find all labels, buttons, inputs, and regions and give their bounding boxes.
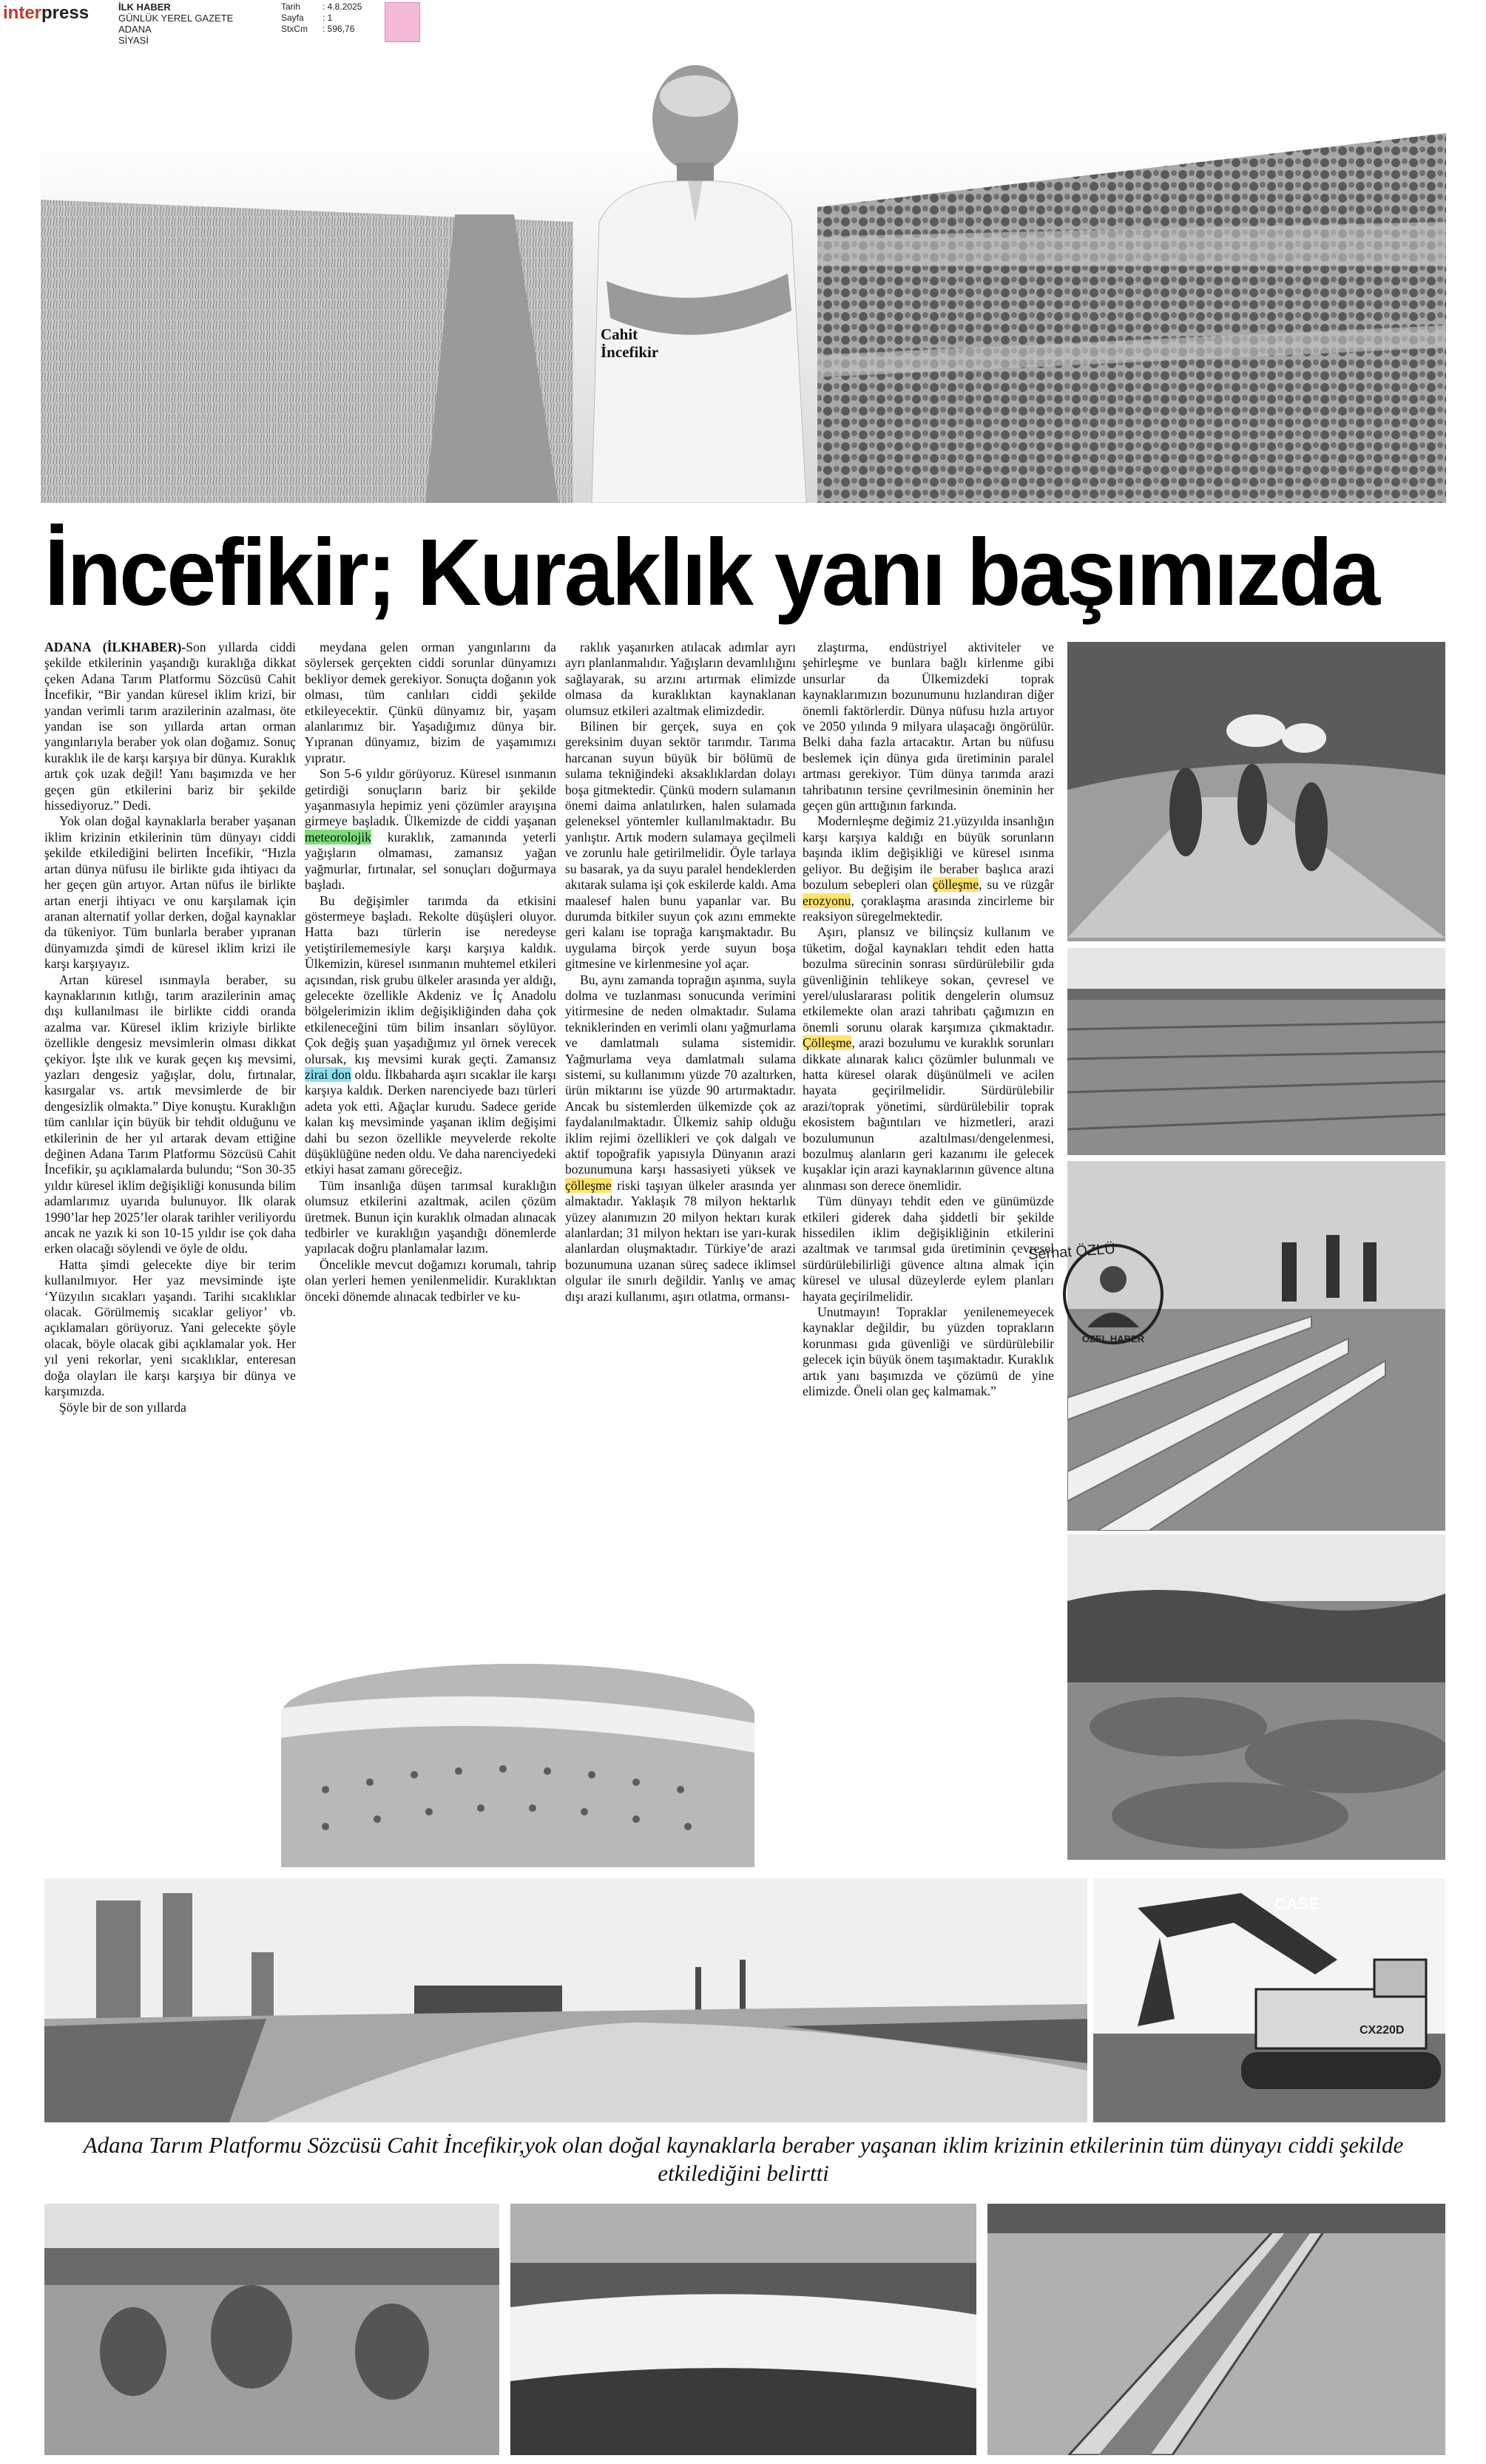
paragraph — [803, 924, 1054, 1194]
article-column-1 — [44, 640, 296, 1415]
paragraph-text: Bilinen bir gerçek, suya en çok gereksinim duyan sektör tarımdır. Tarıma harcanan suyun büyük bir bölümü de sulama tekniğindeki aksaklıklardan dolayı boşa gitmektedir. Çünkü modern sulamanın önemi daima anlatılırken, halen sulamada geleneksel yöntemler kullanılmaktadır. Bu yanlıştır. Artık modern sulamaya geçilmeli ve zorunlu hale getirilmelidir. Öyle tarlaya su basarak, ya da suyu paralel hendeklerden akıtarak sulama işi çok eskilerde kaldı. Ama maalesef halen bunu yapanlar var. Bu durumda bitkiler suyun çok azını emmekte geri kalanı ise toprağa karışmaktadır. Bu uygulama birçok yerde suyun boşa gitmesine ve kirlenmesine yol açar. — [565, 719, 796, 972]
columnist-badge — [1058, 1239, 1169, 1350]
portrait-caption-last: İncefikir — [601, 343, 659, 361]
paragraph — [44, 1400, 296, 1415]
paragraph — [305, 1178, 556, 1257]
paragraph — [305, 1257, 556, 1304]
paragraph-text: riski taşıyan ülkeler arasında yer almaktadır. Yaklaşık 78 milyon hektarlık yüzey alanımızın 20 milyon hektarı kurak alanlardan; 31 milyon hektarı ise yarı-kurak alanlardan oluşmaktadır. Türkiye’de arazi bozunumuna uzanan süreç sadece iklimsel olgular ile sınırlı değildir. Yanlış ve amaç dışı arazi kullanımı, aşırı otlatma, ormansı- — [565, 1177, 796, 1304]
headline: İncefikir; Kuraklık yanı başımızda — [44, 520, 1379, 626]
paragraph-text: kuraklık, zamanında yeterli yağışların olmaması, zamansız yağan yağmurlar, fırtınalar, sel sonuçları doğurmaya başladı. — [305, 829, 556, 893]
columnist-name: Serhat ÖZLÜ — [1027, 1240, 1116, 1264]
paragraph — [803, 1304, 1054, 1399]
paragraph — [803, 813, 1054, 924]
area-label: StxCm — [281, 24, 308, 34]
cut-trees-photo — [1067, 1534, 1445, 1860]
clip-meta: Tarih : 4.8.2025 Sayfa : 1 StxCm : 596,76 — [281, 1, 362, 34]
article-column-3 — [565, 640, 796, 1304]
paragraph-text: Tüm insanlığa düşen tarımsal kuraklığın olumsuz etkilerini azaltmak, acilen çözüm üretmek. Bunun için kuraklık olmadan alınacak tedbirler ve kuraklığın yaşandığı dönemlerde yapılacak doğru planlamalar lazım. — [305, 1177, 556, 1256]
publication-name: İLK HABER — [118, 1, 171, 13]
paragraph-text: Artan küresel ısınmayla beraber, su kaynaklarının kıtlığı, tarım arazilerinin amaç dışı kullanılması ile birlikte ciddi oranda azalma var. Küresel iklim kriziyle birlikte özellikle dengesiz mevsimlerin olması dikkat çekiyor. İşte ılık ve kurak geçen kış mevsimi, yazları dengesiz yağışlar, dolu, fırtınalar, kasırgalar vs. artık mevsimlerde de bir dengesizlik olmakta.” Diye konuştu. Kuraklığın tüm canlılar için büyük bir tehdit olduğunu ve etkilerinin de her yıl artarak devam ettiğine değinen Adana Tarım Platformu Sözcüsü Cahit İncefikir, şu açıklamalarda bulundu; “Son 30-35 yıldır küresel iklim değişikliği konusunda bilim adamlarımız uyarıda bulunuyor. İlk olarak 1990’lar hep 2025’ler olarak tarihler veriliyordu ancak ne yazık ki son 10-15 yıldır ise çok daha erken olacağı söylendi ve öyle de oldu. — [44, 972, 296, 1256]
paragraph — [565, 972, 796, 1305]
paragraph-text: , su ve rüzgâr — [979, 877, 1054, 893]
highlighted-term: meteorolojik — [305, 829, 371, 845]
date-label: Tarih — [281, 1, 301, 12]
young-orchard-photo — [44, 2204, 499, 2455]
highlighted-term: erozyonu — [803, 893, 851, 908]
paragraph-text: raklık yaşanırken atılacak adımlar ayrı ayrı planlanmalıdır. Yağışların devamlılığını sağlayarak, su arzını artırmak elimizde olmasa da kuraklıktan kaynaklanan olumsuz etkileri azaltmak elimizdedir. — [565, 640, 796, 718]
paragraph-text: Hatta şimdi gelecekte diye bir terim kullanılmıyor. Her yaz mevsiminde işte ‘Yüzyılın sıcakları yaşandı. Tarihi sıcaklıklar olacak. Görülmemiş sıcaklar geliyor’ vb. açıklamaları görüyoruz. Yani gelecekte şöyle olacak, böyle olacak gibi açıklamalar yok. Her yıl yeni rekorlar, yeni sıcaklıklar, enteresan doğa olayları ile karşı karşıya bir dünya ve karşımızda. — [44, 1256, 296, 1399]
paragraph — [803, 640, 1054, 813]
dry-field-photo — [1067, 948, 1445, 1155]
paragraph — [565, 719, 796, 972]
paragraph-text: Unutmayın! Topraklar yenilenemeyecek kaynaklar değildir, bu yüzden toprakların korunması gıda güvenliği ve sürdürülebilir gelecek için büyük önem taşımaktadır. Kuraklık artık yanı başımızda ve çözümü de yine elimizde. Öneli olan geç kalmamak.” — [803, 1304, 1054, 1399]
color-swatch — [385, 2, 420, 42]
paragraph-text: Şöyle bir de son yıllarda — [59, 1399, 186, 1415]
paragraph-text: zlaştırma, endüstriyel aktiviteler ve şehirleşme ve bunlara bağlı kirlenme gibi unsurlar da Ülkemizdeki toprak kaynaklarımızın bozunumunu hızlandıran diğer önemli faktörlerdir. Dünya nüfusu hızla artıyor ve 2050 yılında 9 milyara ulaşacağı öngörülür. Belki daha fazla artacaktır. Artan bu nüfusu beslemek için dünya gıda üretiminin paralel artması gerekiyor. Tüm dünya tarımda arazi tahribatının tersine çevrilmesinin öneminin her geçen gün arttığının farkında. — [803, 640, 1054, 813]
paragraph-text: Öncelikle mevcut doğamızı korumalı, tahrip olan yerleri hemen yenilenmelidir. Kuraklıktan önceki dönemde alınacak tedbirler ve ku- — [305, 1256, 556, 1304]
paragraph-text: Bu değişimler tarımda da etkisini göstermeye başladı. Rekolte düşüşleri oluyor. Hatta bazı türlerin ise neredeyse yetiştirilememesiyle karşı karşıya kaldık. Ülkemizin, küresel ısınmanın muhtemel etkileri açısından, risk grubu ülkeler arasında yer aldığı, gelecekte özellikle Akdeniz ve İç Anadolu bölgelerimizin iklim değişikliğinden daha çok etkileneceğini tüm bilim insanları söylüyor. Çok değiş şuan yaşadığımız yıl örnek verecek olursak, kış mevsimi kurak geçti. Zamansız — [305, 893, 556, 1066]
article-column-2 — [305, 640, 556, 1304]
publication-type: GÜNLÜK YEREL GAZETE — [118, 13, 234, 24]
publication-info — [118, 1, 233, 46]
paragraph-text: Son 5-6 yıldır görüyoruz. Küresel ısınmanın getirdiği sonuçların bariz bir şekilde yaşanmasıyla hepimiz yeni çözümler arayışına girmeye başladık. Ülkemizde de ciddi yaşanan — [305, 766, 556, 829]
publication-section: SİYASİ — [118, 35, 149, 46]
portrait-caption — [601, 325, 658, 361]
paragraph — [44, 972, 296, 1257]
paragraph — [803, 1194, 1054, 1304]
paragraph — [44, 1257, 296, 1400]
portrait-caption-first: Cahit — [601, 325, 638, 343]
paragraph — [305, 893, 556, 1178]
paragraph-text: meydana gelen orman yangınlarını da söylersek gerçekten ciddi sorunlar dünyamızı bekliyor demek gerekiyor. Sonuçta doğanın yok olması, tüm canlıları ciddi şekilde etkileyecektir. Çünkü dünyamız bir, yaşam alanlarımız bir. Yaşadığımız dünya bir. Yıpranan dünyamız, bizim de yaşamımızı yıpratır. — [305, 640, 556, 765]
date-value: 4.8.2025 — [327, 1, 362, 12]
paragraph — [305, 766, 556, 893]
highlighted-term: çölleşme — [565, 1177, 612, 1193]
page-label: Sayfa — [281, 13, 304, 23]
paragraph-text: , arazi bozulumu ve kuraklık sorunları dikkate alınarak kalıcı çözümler bulunmalı ve hatta küresel olarak düşünülmeli ve acilen hayata geçirilmelidir. Sürdürülebilir arazi/toprak yönetimi, sürdürülebilir toprak ekosistem bağıntıları ve hizmetleri, arazi bozulumunun azaltılması/dengelenmesi, bozulmuş alanların geri kazanımı ile gelecek kuşaklar için arazi kaynaklarının güvence altına alınması son derece önemlidir. — [803, 1035, 1054, 1193]
dateline: ADANA (İLKHABER)- — [44, 640, 186, 654]
paragraph-text: Aşırı, plansız ve bilinçsiz kullanım ve tüketim, doğal kaynakları tehdit eden hatta bozulma sürecinin sonrası sürdürülebilir gıda güvenliğinin tehlikeye sokan, çevresel ve yerel/uluslararası politik dengelerin olumsuz etkilemekte olan arazi tahribatı çağımızın en önemli sorunu olarak karşımıza çıkmaktadır. — [803, 924, 1054, 1035]
highlighted-term: zirai don — [305, 1066, 351, 1082]
waterfall-photo — [510, 2204, 976, 2455]
portrait-cahit-incefikir — [577, 52, 821, 503]
paragraph-text: Bu, aynı zamanda toprağın aşınma, suyla dolma ve tuzlanması sonucunda verimini yitirmesine de neden olmaktadır. Sulama tekniklerinden en verimli olanı yağmurlama ve damlatmalı sulama sistemidir. Yağmurlama veya damlatmalı sulama sistemi, su kullanımını yüzde 70 azaltırken, ürün miktarını ise yüzde 90 artırmaktadır. Ancak bu sistemlerden ülkemizde çok az faydalanılmaktadır. Ülkemiz sahip olduğu iklim rejimi özellikleri ve çok dalgalı ve aktif topoğrafik yapısıyla Dünyanın arazi bozunumuna karşı hassasiyeti yüksek ve — [565, 972, 796, 1177]
page-value: 1 — [327, 13, 333, 23]
highlighted-term: çölleşme — [932, 877, 979, 893]
greenhouse-aerial-photo — [281, 1664, 754, 1867]
paragraph — [305, 640, 556, 766]
paragraph — [44, 813, 296, 972]
paragraph-text: oldu. İlkbaharda aşırı sıcaklar ile karşı karşıya kaldık. Derken narenciyede bazı türleri adeta yok etti. Ağaçlar kurudu. Sadece geride kalan kış mevsiminde yaşanan iklim değişimi dahi bu sezon özellikle meyvelerde rekolte düşüklüğüne neden oldu. Ve daha narenciyedeki etkiyi hasat zamanı göreceğiz. — [305, 1066, 556, 1177]
interpress-logo: interpress — [3, 3, 90, 23]
farm-workers-photo — [1067, 642, 1445, 941]
machine-model: CX220D — [1360, 2024, 1405, 2037]
paragraph — [44, 640, 296, 813]
badge-label: ÖZEL HABER — [1081, 1333, 1145, 1344]
publication-city: ADANA — [118, 24, 152, 35]
excavator-photo — [1093, 1878, 1445, 2122]
paragraph — [565, 640, 796, 719]
photo-caption: Adana Tarım Platformu Sözcüsü Cahit İncefikir,yok olan doğal kaynaklarla beraber yaşanan iklim krizinin etkilerinin tüm dünyayı ciddi şekilde etkilediğini belirtti — [83, 2132, 1404, 2186]
paragraph-text: Son yıllarda ciddi şekilde etkilerinin yaşandığı kuraklığa dikkat çeken Adana Tarım Platformu Sözcüsü Cahit İncefikir, “Bir yandan küresel iklim krizi, bir yandan verimli tarım arazilerinin azalması, öte yandan ise son yıllarda artan orman yangınlarıyla beraber yok olan doğamız. Sonuç kuraklık ile de karşı karşıya bir dünya. Kuraklık artık çok uzak değil! Yanı başımızda ve her geçen gün etkilerini bariz bir şekilde hissediyoruz.” Dedi. — [44, 640, 296, 813]
paragraph-text: , çoraklaşma arasında zincirleme bir reaksiyon süregelmektedir. — [803, 893, 1054, 924]
highlighted-term: Çölleşme — [803, 1035, 852, 1051]
paragraph-text: Tüm dünyayı tehdit eden ve günümüzde etkileri giderek daha şiddetli bir şekilde hissedilen iklim değişikliğinin etkilerini azaltmak ve tarımsal gıda üretiminin çevresel sürdürülebilirliği güvence altına almak için küresel ve ulusal düzeylerde eylem planları hayata geçirilmelidir. — [803, 1194, 1054, 1304]
machine-brand: CASE — [1274, 1895, 1320, 1913]
dry-river-city-photo — [44, 1878, 1087, 2122]
article-column-4 — [803, 640, 1054, 1400]
irrigation-canal-photo — [987, 2204, 1445, 2455]
area-value: 596,76 — [327, 24, 355, 34]
paragraph-text: Modernleşme değimiz 21.yüzyılda insanlığın karşı karşıya kaldığı en büyük sorunların başında iklim değişikliği ve küresel ısınma geliyor. Bu değişim ile beraber başlıca arazi bozulum sebepleri olan — [803, 813, 1054, 893]
paragraph-text: Yok olan doğal kaynaklarla beraber yaşanan iklim krizinin etkilerinin tüm dünyayı ciddi şekilde etkilediğini belirten İncefikir, “Hızla artan dünya nüfusu ile birlikte gıda ihtiyacı da her geçen gün artıyor. Artan nüfus ile birlikte artan enerji ihtiyacı ve onu karşılamak için aranan alternatif yollar derken, doğal kaynaklar da tükeniyor. Tüm bunlarla beraber yıpranan dünyamızda şimdi de küresel iklim krizi ile karşı karşıyayız. — [44, 813, 296, 972]
